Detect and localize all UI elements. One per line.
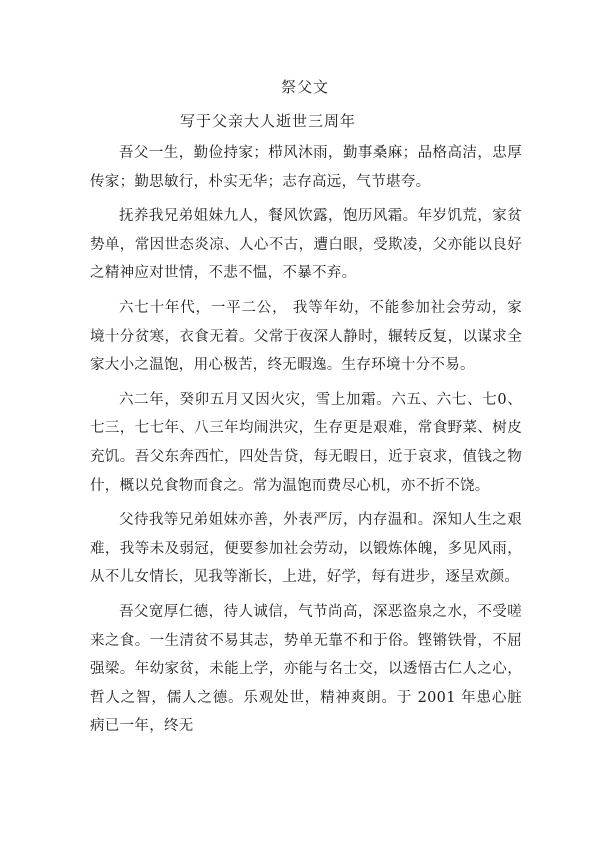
paragraph: 六二年，癸卯五月又因火灾，雪上加霜。六五、六七、七0、七三，七七年、八三年均闹洪灾，生存更是艰难，常食野菜、树皮充饥。吾父东奔西忙，四处告贷，每无暇日，近于哀求，值钱之物什，概以兑食物而食之。常为温饱而费尽心机，亦不折不饶。 [90,391,522,494]
paragraph: 抚养我兄弟姐妹九人，餐风饮露，饱历风霜。年岁饥荒，家贫势单，常因世态炎凉、人心不古，遭白眼，受欺凌，父亦能以良好之精神应对世情，不悲不愠，不暴不弃。 [90,208,522,282]
page-title: 祭父文 [280,78,329,96]
paragraph: 父待我等兄弟姐妹亦善，外表严厉，内存温和。深知人生之艰难，我等未及弱冠，便要参加社会劳动，以锻炼体魄，多见风雨，从不儿女情长，见我等渐长，上进，好学，每有进步，逐呈欢颜。 [90,512,522,586]
paragraph: 吾父一生，勤俭持家；栉风沐雨，勤事桑麻；品格高洁，忠厚传家；勤思敏行，朴实无华；志存高远，气节堪夸。 [90,145,522,190]
paragraph: 六七十年代，一平二公， 我等年幼，不能参加社会劳动，家境十分贫寒，衣食无着。父常于夜深人静时，辗转反复，以谋求全家大小之温饱，用心极苦，终无暇逸。生存环境十分不易。 [90,299,522,374]
paragraph: 吾父宽厚仁德，待人诚信，气节尚高，深恶盗泉之水，不受嗟来之食。一生清贫不易其志，势单无靠不和于俗。铿锵铁骨，不屈强梁。年幼家贫，未能上学，亦能与名士交，以透悟古仁人之心，哲人之智，儒人之德。乐观处世，精神爽朗。于 2001 年患心脏病已一年，终无 [90,603,522,735]
document-body [90,139,522,747]
page-subtitle: 写于父亲大人逝世三周年 [180,112,357,130]
